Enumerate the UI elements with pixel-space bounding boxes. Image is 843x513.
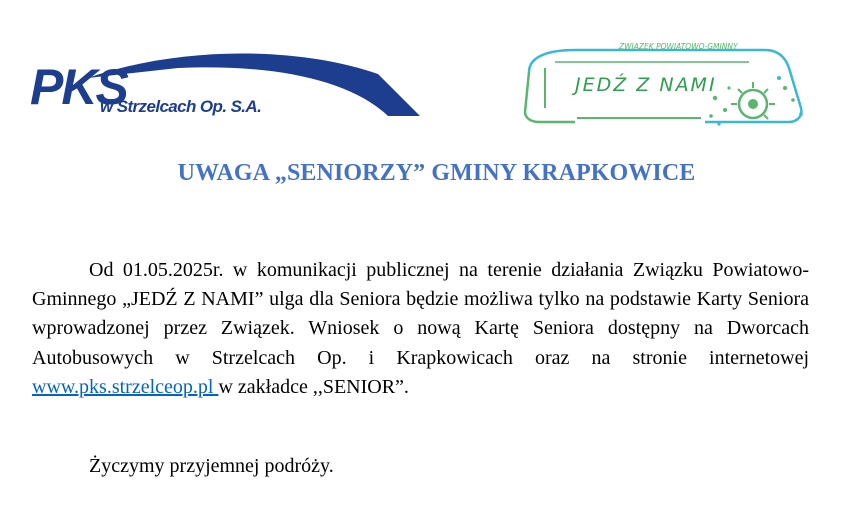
closing-text: Życzymy przyjemnej podróży. xyxy=(89,455,334,477)
pks-logo xyxy=(28,48,420,118)
bus-logo-topline: ZWIĄZEK POWIATOWO-GMINNY xyxy=(619,42,738,51)
pks-logo-text: PKS xyxy=(30,59,127,115)
announcement-text-2: w zakładce ,,SENIOR”. xyxy=(218,375,409,398)
pks-logo-subtext: w Strzelcach Op. S.A. xyxy=(100,97,262,116)
announcement-paragraph xyxy=(32,256,809,402)
announcement-text-1: Od 01.05.2025r. w komunikacji publicznej na terenie działania Związku Powiatowo-Gminnego „JEDŹ Z NAMI” ulga dla Seniora będzie możliwa tylko na podstawie Karty Seniora wprowadzonej przez Związek. Wniosek o nową Kartę Seniora dostępny na Dworcach Autobusowych w Strzelcach Op. i Krapkowicach oraz na stronie internetowej xyxy=(32,259,809,369)
jedz-z-nami-bus-logo xyxy=(515,38,815,130)
page-title: UWAGA „SENIORZY” GMINY KRAPKOWICE xyxy=(177,160,696,186)
pks-website-link[interactable]: www.pks.strzelceop.pl xyxy=(32,375,219,398)
bus-logo-text: JEDŹ Z NAMI xyxy=(575,74,717,96)
